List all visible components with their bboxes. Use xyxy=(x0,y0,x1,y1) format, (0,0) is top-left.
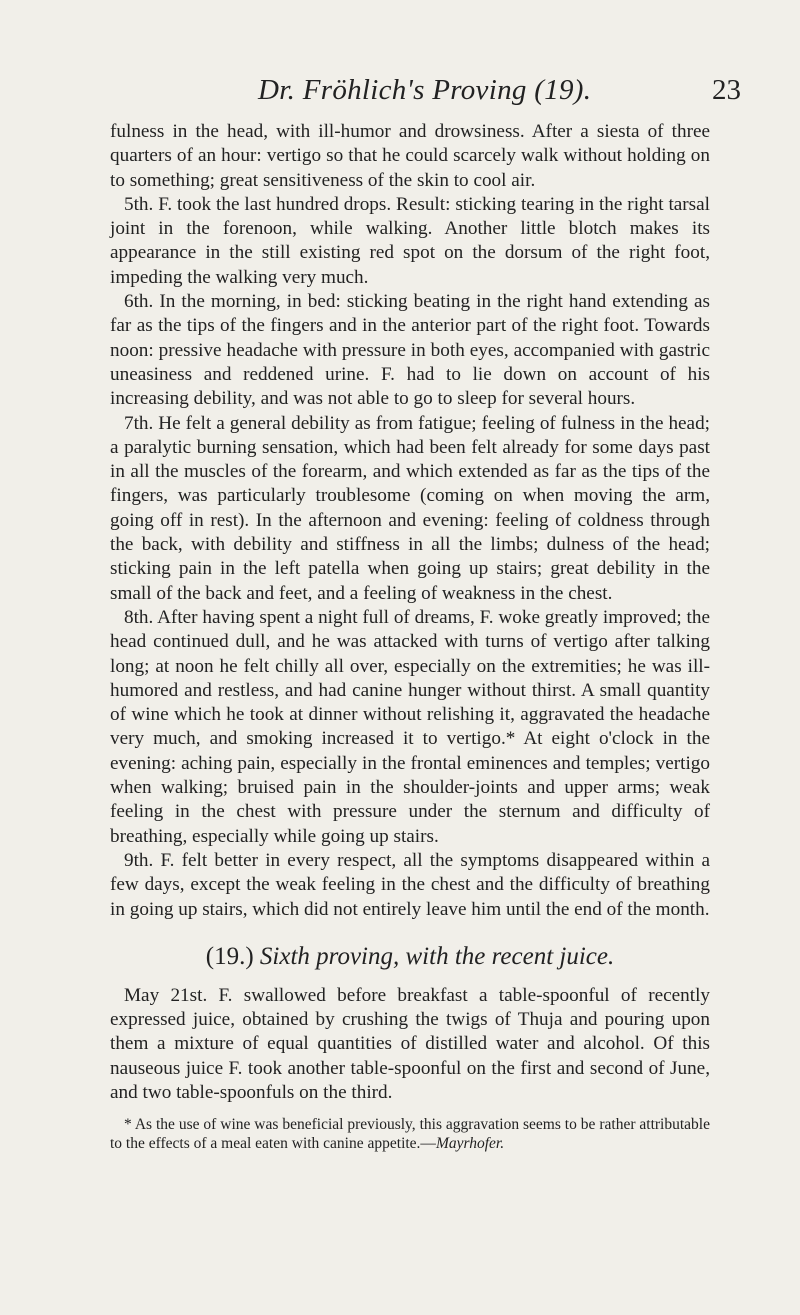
paragraph: May 21st. F. swallowed before breakfast a table-spoonful of recently expressed juice, obtained by crushing the twigs of Thuja and pouring upon them a mixture of equal quantities of distilled water and alcohol. Of this nauseous juice F. took another table-spoonful on the first and second of June, and two table-spoonfuls on the third. xyxy=(110,984,710,1103)
paragraph: fulness in the head, with ill-humor and drowsiness. After a siesta of three quarters of an hour: vertigo so that he could scarcely walk without holding on to something; great sensitiveness of the skin to cool air. xyxy=(110,121,710,191)
section-heading xyxy=(110,942,710,972)
paragraph: 7th. He felt a general debility as from fatigue; feeling of fulness in the head; a paralytic burning sensation, which had been felt already for some days past in all the muscles of the forearm, and which extended as far as the tips of the fingers, was particularly troublesome (coming on when moving the arm, going off in rest). In the afternoon and evening: feeling of coldness through the back, with debility and stiffness in all the limbs; dulness of the head; sticking pain in the left patella when going up stairs; great debility in the small of the back and feet, and a feeling of weakness in the chest. xyxy=(110,412,710,604)
section-title: Sixth proving, with the recent juice. xyxy=(259,942,615,970)
paragraph: 6th. In the morning, in bed: sticking beating in the right hand extending as far as the tips of the fingers and in the anterior part of the right foot. Towards noon: pressive headache with pressure in both eyes, accompanied with gastric uneasiness and reddened urine. F. had to lie down on account of his increasing debility, and was not able to go to sleep for several hours. xyxy=(110,291,710,410)
footnote-author: Mayrhofer. xyxy=(435,1135,505,1153)
page-number: 23 xyxy=(712,74,741,106)
paragraph: 8th. After having spent a night full of dreams, F. woke greatly improved; the head continued dull, and he was attacked with turns of vertigo after talking long; at noon he felt chilly all over, especially on the extremities; he was ill-humored and restless, and had canine hunger without thirst. A small quantity of wine which he took at dinner without relishing it, aggravated the headache very much, and smoking increased it to vertigo.* At eight o'clock in the evening: aching pain, especially in the frontal eminences and temples; vertigo when walking; bruised pain in the shoulder-joints and upper arms; weak feeling in the chest with pressure under the sternum and difficulty of breathing, especially while going up stairs. xyxy=(110,606,710,847)
footnote-text: * As the use of wine was beneficial previously, this aggravation seems to be rather attributable to the effects of a meal eaten with canine appetite.— xyxy=(110,1116,710,1153)
footnote xyxy=(110,1115,710,1153)
section-number: (19.) xyxy=(205,942,254,970)
running-header xyxy=(0,64,800,124)
paragraph: 5th. F. took the last hundred drops. Result: sticking tearing in the right tarsal joint in the forenoon, while walking. Another little blotch makes its appearance in the still existing red spot on the dorsum of the right foot, impeding the walking very much. xyxy=(110,193,710,288)
page-body xyxy=(110,120,710,1153)
running-title: Dr. Fröhlich's Proving (19). xyxy=(258,74,592,106)
paragraph: 9th. F. felt better in every respect, all the symptoms disappeared within a few days, except the weak feeling in the chest and the difficulty of breathing in going up stairs, which did not entirely leave him until the end of the month. xyxy=(110,849,710,920)
